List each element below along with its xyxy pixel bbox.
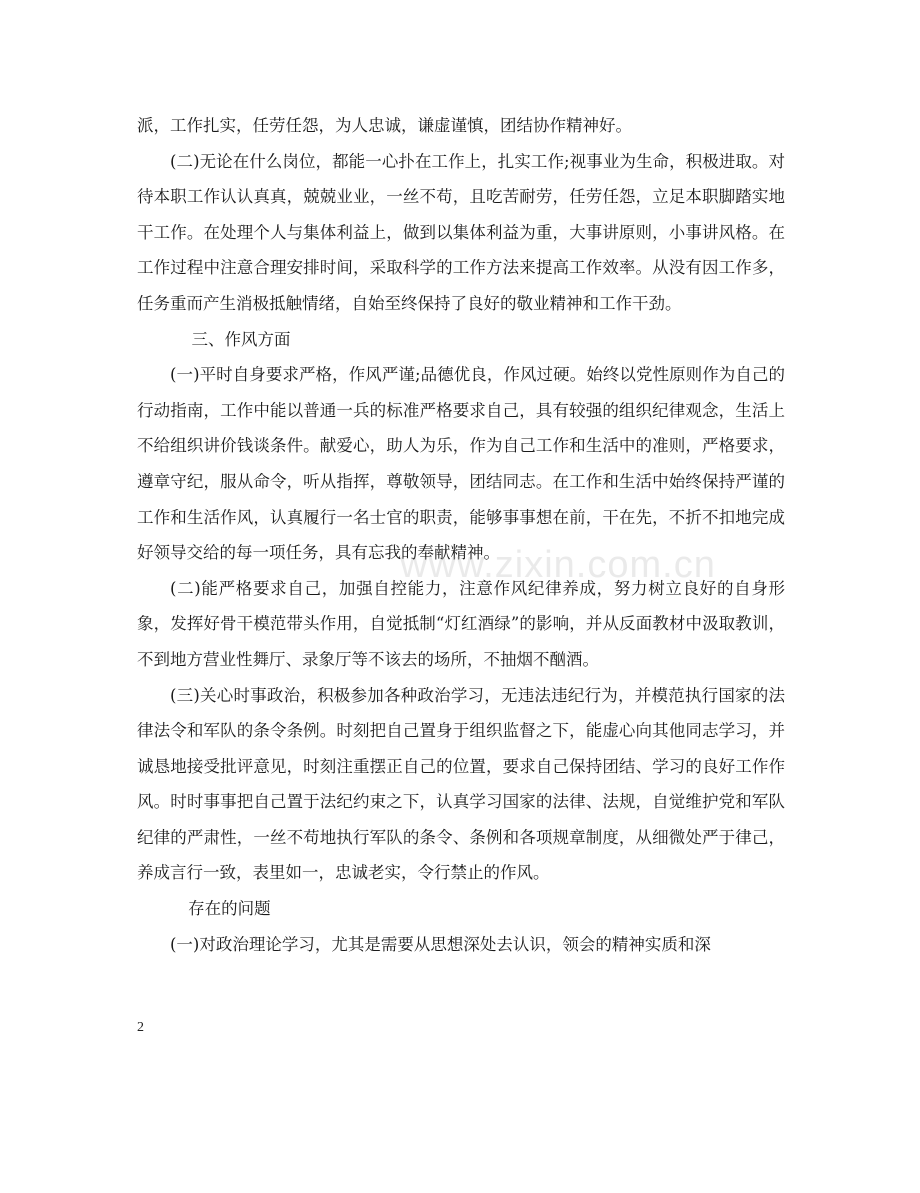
paragraph-3-san: (三)关心时事政治，积极参加各种政治学习，无违法违纪行为，并模范执行国家的法律法令和军队的条令条例。时刻把自己置身于组织监督之下，能虚心向其他同志学习，并诚恳地接受批评意见，时刻注重摆正自己的位置，要求自己保持团结、学习的良好工作作风。时时事事把自己置于法纪约束之下，认真学习国家的法律、法规，自觉维护党和军队纪律的严肃性，一丝不苟地执行军队的条令、条例和各项规章制度，从细微处严于律己，养成言行一致，表里如一，忠诚老实，令行禁止的作风。 — [137, 685, 785, 883]
document-body — [137, 108, 785, 962]
paragraph-problems-yi: (一)对政治理论学习，尤其是需要从思想深处去认识，领会的精神实质和深 — [170, 934, 711, 954]
paragraph-3-er: (二)能严格要求自己，加强自控能力，注意作风纪律养成，努力树立良好的自身形象，发挥好骨干模范带头作用，自觉抵制“灯红酒绿”的影响，并从反面教材中汲取教训，不到地方营业性舞厅、录象厅等不该去的场所，不抽烟不酗酒。 — [137, 578, 785, 669]
page-number: 2 — [137, 1020, 144, 1035]
section-heading-problems: 存在的问题 — [188, 899, 271, 919]
paragraph-continuation: 派，工作扎实，任劳任怨，为人忠诚，谦虚谨慎，团结协作精神好。 — [137, 116, 632, 135]
section-heading-zuofeng: 三、作风方面 — [191, 329, 291, 349]
watermark-text: www.zixin.com.cn — [400, 544, 716, 586]
paragraph-2-er: (二)无论在什么岗位，都能一心扑在工作上，扎实工作;视事业为生命，积极进取。对待本职工作认认真真，兢兢业业，一丝不苟，且吃苦耐劳，任劳任怨，立足本职脚踏实地干工作。在处理个人与集体利益上，做到以集体利益为重，大事讲原则，小事讲风格。在工作过程中注意合理安排时间，采取科学的工作方法来提高工作效率。从没有因工作多，任务重而产生消极抵触情绪，自始至终保持了良好的敬业精神和工作干劲。 — [137, 151, 785, 313]
paragraph-3-yi: (一)平时自身要求严格，作风严谨;品德优良，作风过硬。始终以党性原则作为自己的行动指南，工作中能以普通一兵的标准严格要求自己，具有较强的组织纪律观念，生活上不给组织讲价钱谈条件。献爱心，助人为乐，作为自己工作和生活中的准则，严格要求，遵章守纪，服从命令，听从指挥，尊敬领导，团结同志。在工作和生活中始终保持严谨的工作和生活作风，认真履行一名士官的职责，能够事事想在前，干在先，不折不扣地完成好领导交给的每一项任务，具有忘我的奉献精神。 — [137, 365, 785, 563]
